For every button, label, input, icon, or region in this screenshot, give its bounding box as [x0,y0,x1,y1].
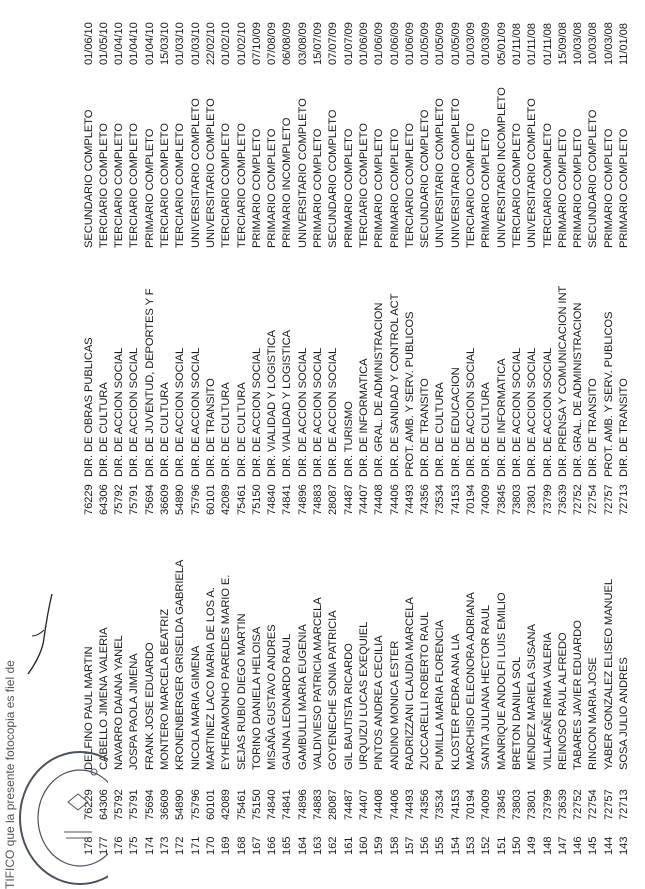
dependency-name: DIR. DE ACCION SOCIAL [250,347,263,477]
start-date: 05/01/09 [495,22,508,65]
employee-name: MENDEZ MARIELA SUSANA [526,624,539,770]
start-date: 10/03/08 [572,22,585,65]
row-number: 159 [373,836,386,855]
start-date: 01/06/10 [82,22,95,65]
start-date: 01/06/09 [403,22,416,65]
dependency-code: 74356 [419,484,432,515]
dependency-name: DIR. DE CULTURA [480,382,493,477]
employee-name: SEJAS RUBIO DIEGO MARTIN [235,613,248,770]
row-number: 156 [419,836,432,855]
signature [8,590,66,680]
employee-name: KLOSTER PEDRA ANA LIA [449,634,462,770]
education-level: TERCIARIO COMPLETO [403,123,416,248]
row-number: 155 [434,836,447,855]
dependency-code: 75461 [235,484,248,515]
dependency-code: 73639 [556,484,569,515]
start-date: 03/08/09 [296,22,309,65]
education-level: PRIMARIO COMPLETO [556,128,569,248]
dependency-name: DIR. DE CULTURA [220,382,233,477]
dependency-code: 75792 [113,484,126,515]
education-level: SECUNDARIO COMPLETO [82,109,95,248]
education-level: SECUNDARIO COMPLETO [327,109,340,248]
legajo-number: 72754 [587,789,600,820]
legajo-number: 60101 [204,789,217,820]
legajo-number: 70194 [465,789,477,820]
legajo-number: 73534 [434,789,447,820]
row-number: 143 [618,836,630,855]
education-level: TERCIARIO COMPLETO [159,123,171,248]
employee-name: GOYENECHE SONIA PATRICIA [327,610,340,770]
dependency-name: DIR. DE ACCION SOCIAL [312,347,324,477]
employee-name: VILLAFAÑE IRMA VALERIA [541,632,554,770]
dependency-name: DIR. VIALIDAD Y LOGISTICA [266,330,279,477]
start-date: 01/11/08 [510,23,523,65]
employee-name: TORINO DANIELA HELOISA [250,626,263,770]
dependency-name: DIR. DE TRANSITO [618,378,630,477]
dependency-code: 74896 [296,484,309,515]
employee-table [82,0,645,860]
start-date: 01/02/10 [220,22,233,65]
education-level: TERCIARIO COMPLETO [541,123,554,248]
dependency-code: 64306 [97,484,110,515]
education-level: TERCIARIO COMPLETO [113,123,126,248]
dependency-code: 74840 [266,484,279,515]
employee-name: VALDIVIESO PATRICIA MARCELA [312,597,324,770]
row-number: 162 [327,836,340,855]
row-number: 161 [342,836,355,855]
start-date: 01/07/09 [342,22,355,65]
employee-name: GAUNA LEONARDO RAUL [281,633,294,770]
employee-name: NICOLA MARIA GIMENA [189,645,202,770]
dependency-name: DIR. DE ACCION SOCIAL [510,347,523,477]
dependency-code: 73534 [434,484,447,515]
dependency-name: DIR. DE SANIDAD Y CONTROL ACT [388,293,401,477]
start-date: 15/09/08 [556,22,569,65]
education-level: PRIMARIO COMPLETO [618,128,630,248]
legajo-number: 74896 [296,789,309,820]
education-level: TERCIARIO COMPLETO [220,123,233,248]
row-number: 178 [82,836,95,855]
employee-name: RADRIZZANI CLAUDIA MARCELA [403,597,416,770]
dependency-name: DIR. DE ACCION SOCIAL [465,347,477,477]
dependency-name: DIR. DE EDUCACION [449,367,462,477]
row-number: 160 [357,836,370,855]
start-date: 01/03/10 [189,22,202,65]
dependency-name: DIR. DE ACCION SOCIAL [189,347,202,477]
employee-name: MARTINEZ LACO MARIA DE LOS A. [204,587,217,770]
education-level: UNIVERSITARIO INCOMPLETO [495,87,508,248]
legajo-number: 42089 [220,789,233,820]
dependency-code: 75796 [189,484,202,515]
dependency-code: 75791 [128,484,141,515]
legajo-number: 74153 [449,789,462,820]
row-number: 167 [250,836,263,855]
dependency-code: 75150 [250,484,263,515]
employee-name: FRANK JOSE EDUARDO [143,642,156,770]
dependency-name: DIR. DE TRANSITO [587,378,600,477]
start-date: 07/08/09 [266,22,279,65]
start-date: 01/11/08 [526,23,539,65]
start-date: 06/08/09 [281,22,294,65]
row-number: 157 [403,836,416,855]
row-number: 149 [526,836,539,855]
education-level: PRIMARIO COMPLETO [266,128,279,248]
education-level: UNIVERSITARIO COMPLETO [449,98,462,248]
table-row [615,0,633,860]
education-level: SECUNDARIO COMPLETO [419,109,432,248]
legajo-number: 74883 [312,789,324,820]
employee-name: PINTOS ANDREA CECILIA [373,635,386,770]
start-date: 10/03/08 [602,22,615,65]
dependency-name: DIR. DE ACCION SOCIAL [128,347,141,477]
row-number: 163 [312,836,324,855]
start-date: 01/06/09 [373,22,386,65]
education-level: SECUNDARIO COMPLETO [587,109,600,248]
legajo-number: 72713 [618,789,630,820]
row-number: 150 [510,836,523,855]
legajo-number: 74356 [419,789,432,820]
start-date: 01/05/09 [434,22,447,65]
start-date: 10/03/08 [587,22,600,65]
dependency-name: DIR. DE ACCION SOCIAL [541,347,554,477]
start-date: 01/04/10 [128,22,141,65]
legajo-number: 75694 [143,789,156,820]
start-date: 01/04/10 [113,22,126,65]
row-number: 146 [572,836,585,855]
row-number: 145 [587,836,600,855]
dependency-name: DIR. DE ACCION SOCIAL [113,347,126,477]
dependency-code: 76229 [82,484,95,515]
dependency-code: 74487 [342,484,355,515]
education-level: PRIMARIO INCOMPLETO [281,117,294,248]
row-number: 172 [174,836,187,855]
education-level: UNIVERSITARIO COMPLETO [296,98,309,248]
start-date: 01/03/09 [480,22,493,65]
employee-name: GAMBULLI MARIA EUGENIA [296,624,309,770]
dependency-name: DIR. VIALIDAD Y LOGISTICA [281,330,294,477]
education-level: PRIMARIO COMPLETO [480,128,493,248]
certification-margin [0,0,70,889]
education-level: UNIVERSITARIO COMPLETO [189,98,202,248]
row-number: 158 [388,836,401,855]
legajo-number: 75791 [128,789,141,820]
education-level: PRIMARIO COMPLETO [602,128,615,248]
table-row [233,0,251,860]
dependency-code: 60101 [204,484,217,515]
row-number: 151 [495,836,508,855]
employee-name: RINCON MARIA JOSE [587,657,600,770]
dependency-name: DIR. PRENSA Y COMUNICACION INT [556,285,569,477]
legajo-number: 74009 [480,789,493,820]
dependency-name: DIR. DE ACCION SOCIAL [526,347,539,477]
legajo-number: 76229 [82,789,95,820]
employee-name: YABER GONZALEZ ELISEO MANUEL [602,579,615,770]
start-date: 07/10/09 [250,22,263,65]
dependency-code: 74408 [373,484,386,515]
dependency-name: DIR. TURISMO [342,401,355,477]
education-level: UNIVERSITARIO COMPLETO [526,98,539,248]
dependency-code: 73799 [541,484,554,515]
dependency-name: DIR. DE ACCION SOCIAL [174,347,187,477]
legajo-number: 74487 [342,789,355,820]
dependency-name: DIR. DE CULTURA [434,382,447,477]
employee-name: NAVARRO DAIANA YANEL [113,635,126,770]
dependency-name: DIR. GRAL. DE ADMINISTRACION [373,302,386,477]
legajo-number: 72752 [572,789,585,820]
dependency-code: 74009 [480,484,493,515]
dependency-name: DIR. DE INFORMATICA [495,358,508,477]
legajo-number: 75461 [235,789,248,820]
legajo-number: 73639 [556,789,569,820]
employee-name: CABELLO JIMENA VALERIA [97,627,110,770]
dependency-code: 72752 [572,484,585,515]
dependency-name: DIR. DE TRANSITO [419,378,432,477]
start-date: 15/07/09 [312,22,324,65]
table-row [539,0,557,860]
start-date: 01/06/09 [357,22,370,65]
table-row [156,0,174,860]
row-number: 168 [235,836,248,855]
dependency-code: 72713 [618,484,630,515]
table-row [80,0,98,860]
row-number: 147 [556,836,569,855]
legajo-number: 73845 [495,789,508,820]
dependency-name: DIR. DE CULTURA [235,382,248,477]
legajo-number: 74493 [403,789,416,820]
education-level: TERCIARIO COMPLETO [235,123,248,248]
dependency-name: DIR. DE OBRAS PUBLICAS [82,337,95,477]
dependency-code: 72754 [587,484,600,515]
start-date: 01/11/08 [541,23,554,65]
employee-name: MARCHISIO ELEONORA ADRIANA [465,592,477,770]
dependency-code: 73803 [510,484,523,515]
legajo-number: 72757 [602,789,615,820]
employee-name: ANDINO MONICA ESTER [388,640,401,770]
row-number: 176 [113,836,126,855]
dependency-name: DIR. DE TRANSITO [204,378,217,477]
start-date: 01/03/10 [174,22,187,65]
dependency-code: 74406 [388,484,401,515]
dependency-code: 73845 [495,484,508,515]
start-date: 22/02/10 [204,22,217,65]
dependency-code: 73801 [526,484,539,515]
dependency-code: 74407 [357,484,370,515]
dependency-name: DIR. DE ACCION SOCIAL [327,347,340,477]
education-level: PRIMARIO COMPLETO [388,128,401,248]
employee-name: URQUIZU LUCAS EXEQUIEL [357,621,370,770]
employee-name: KRONENBERGER GRISELDA GABRIELA [174,559,187,770]
employee-name: JOSPA PAOLA JIMENA [128,653,141,770]
education-level: UNIVERSITARIO COMPLETO [434,98,447,248]
start-date: 01/02/10 [235,22,248,65]
dependency-name: DIR. DE CULTURA [159,382,171,477]
education-level: TERCIARIO COMPLETO [174,123,187,248]
legajo-number: 75796 [189,789,202,820]
dependency-name: PROT. AMB. Y SERV. PUBLICOS [602,311,615,477]
education-level: PRIMARIO COMPLETO [250,128,263,248]
education-level: UNIVERSITARIO COMPLETO [204,98,217,248]
education-level: TERCIARIO COMPLETO [510,123,523,248]
dependency-code: 74153 [449,484,462,515]
legajo-number: 64306 [97,789,110,820]
legajo-number: 74406 [388,789,401,820]
certification-text: TIFICO que la presente fotocopia es fiel de [3,660,17,889]
row-number: 153 [465,836,477,855]
start-date: 01/04/10 [143,22,156,65]
official-stamp [8,742,108,888]
row-number: 173 [159,836,171,855]
start-date: 01/05/09 [419,22,432,65]
start-date: 01/06/09 [388,22,401,65]
legajo-number: 75792 [113,789,126,820]
dependency-code: 36609 [159,484,171,515]
legajo-number: 36609 [159,789,171,820]
legajo-number: 54890 [174,789,187,820]
start-date: 07/07/09 [327,22,340,65]
education-level: TERCIARIO COMPLETO [465,123,477,248]
dependency-code: 74493 [403,484,416,515]
legajo-number: 74841 [281,789,294,820]
dependency-name: DIR. DE CULTURA [97,382,110,477]
legajo-number: 74840 [266,789,279,820]
employee-name: SANTA JULIANA HECTOR RAUL [480,605,493,770]
education-level: TERCIARIO COMPLETO [97,123,110,248]
row-number: 165 [281,836,294,855]
row-number: 169 [220,836,233,855]
legajo-number: 28087 [327,789,340,820]
education-level: PRIMARIO COMPLETO [342,128,355,248]
start-date: 11/01/08 [618,23,630,65]
row-number: 154 [449,836,462,855]
start-date: 15/03/10 [159,22,171,65]
row-number: 148 [541,836,554,855]
legajo-number: 73803 [510,789,523,820]
row-number: 164 [296,836,309,855]
dependency-name: DIR. DE ACCION SOCIAL [296,347,309,477]
table-row [386,0,404,860]
employee-name: MONTERO MARCELA BEATRIZ [159,609,171,770]
employee-name: TABARES JAVIER EDUARDO [572,620,585,770]
row-number: 174 [143,836,156,855]
row-number: 177 [97,836,110,855]
education-level: TERCIARIO COMPLETO [357,123,370,248]
dependency-name: PROT. AMB. Y SERV. PUBLICOS [403,311,416,477]
table-row [309,0,327,860]
start-date: 01/05/10 [97,22,110,65]
legajo-number: 73799 [541,789,554,820]
dependency-code: 75694 [143,484,156,515]
dependency-name: DIR. DE INFORMATICA [357,358,370,477]
employee-name: GIL BAUTISTA RICARDO [342,643,355,770]
row-number: 166 [266,836,279,855]
row-number: 175 [128,836,141,855]
dependency-name: DIR. GRAL. DE ADMINISTRACION [572,302,585,477]
employee-name: SOSA JULIO ANDRES [618,657,630,770]
start-date: 01/05/09 [449,22,462,65]
legajo-number: 73801 [526,789,539,820]
dependency-code: 74883 [312,484,324,515]
start-date: 01/03/09 [465,22,477,65]
row-number: 170 [204,836,217,855]
row-number: 171 [189,836,202,855]
education-level: PRIMARIO COMPLETO [143,128,156,248]
employee-name: PUMILLA MARIA FLORENCIA [434,619,447,770]
employee-name: BRETON DANILA SOL [510,656,523,770]
education-level: PRIMARIO COMPLETO [312,128,324,248]
table-row [462,0,480,860]
employee-name: DELFINO PAUL MARTIN [82,646,95,770]
dependency-name: DIR. DE JUVENTUD, DEPORTES Y F [143,288,156,477]
dependency-code: 74841 [281,484,294,515]
row-number: 144 [602,836,615,855]
education-level: TERCIARIO COMPLETO [128,123,141,248]
education-level: PRIMARIO COMPLETO [572,128,585,248]
employee-name: ZUCCARELLI ROBERTO RAUL [419,611,432,770]
dependency-code: 42089 [220,484,233,515]
dependency-code: 72757 [602,484,615,515]
row-number: 152 [480,836,493,855]
legajo-number: 75150 [250,789,263,820]
education-level: PRIMARIO COMPLETO [373,128,386,248]
dependency-code: 70194 [465,484,477,515]
employee-name: REINOSO RAUL ALFREDO [556,632,569,770]
legajo-number: 74408 [373,789,386,820]
employee-name: EYHERAMONHO PAREDES MARIO E. [220,574,233,770]
employee-name: MANRIQUE ANDOLFI LUIS EMILIO [495,592,508,770]
dependency-code: 28087 [327,484,340,515]
employee-name: MISAÑA GUSTAVO ANDRES [266,624,279,770]
legajo-number: 74407 [357,789,370,820]
dependency-code: 54890 [174,484,187,515]
